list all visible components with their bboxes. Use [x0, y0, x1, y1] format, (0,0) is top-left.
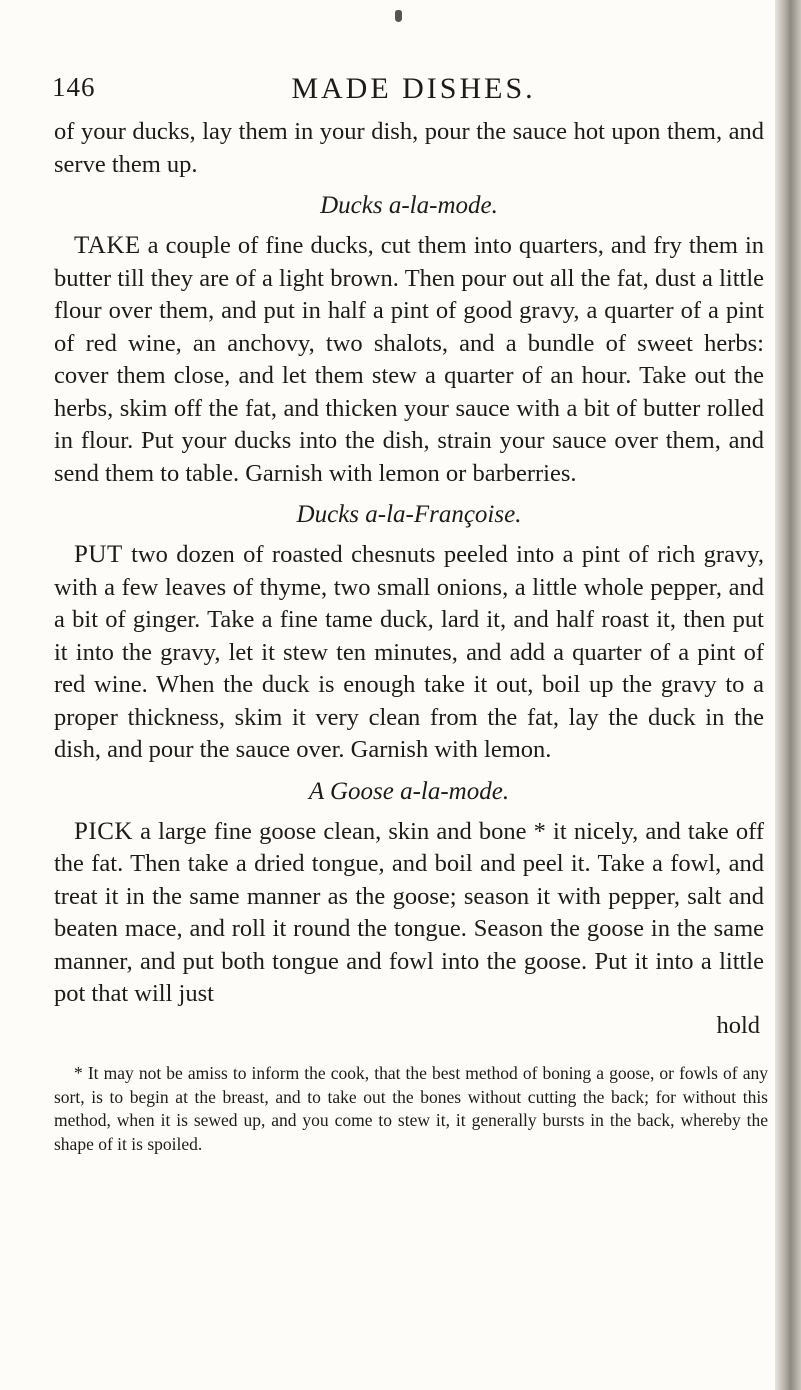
running-title: MADE DISHES. [291, 72, 536, 105]
recipe-paragraph-ducks-a-la-mode [54, 230, 764, 490]
recipe-heading-ducks-a-la-francoise: Ducks a-la-Françoise. [296, 501, 522, 528]
continuation-paragraph: of your ducks, lay them in your dish, pour the sauce hot upon them, and serve them up. [54, 118, 764, 178]
catchword: hold [716, 1011, 760, 1039]
lead-word: PUT [74, 541, 123, 568]
paragraph-text: a large fine goose clean, skin and bone * it nicely, and take off the fat. Then take a dried tongue, and boil and peel it. Take a fowl, and treat it in the same manner as the goose; season it with pepper, salt and beaten mace, and roll it round the tongue. Season the goose in the same manner, and put both tongue and fowl into the goose. Put it into a little pot that will just [54, 817, 764, 1007]
ink-speck [395, 10, 402, 22]
page-number: 146 [52, 72, 96, 102]
footnote: * It may not be amiss to inform the cook, that the best method of boning a goose, or fowls of any sort, is to begin at the breast, and to take out the bones without cutting the back; for without this method, when it is sewed up, and you come to stew it, it generally bursts in the back, whereby the shape of it is spoiled. [54, 1063, 768, 1154]
recipe-heading-goose-a-la-mode: A Goose a-la-mode. [308, 777, 510, 805]
lead-word: PICK [74, 817, 133, 845]
page-body [54, 116, 764, 1041]
paragraph-text: a couple of fine ducks, cut them into quarters, and fry them in butter till they are of a light brown. Then pour out all the fat, dust a little flour over them, and put in half a pint of good gravy, a quarter of a pint of red wine, an anchovy, two shalots, and a bundle of sweet herbs: cover them close, and let them stew a quarter of an hour. Take out the herbs, skim off the fat, and thicken your sauce with a bit of butter rolled in flour. Put your ducks into the dish, strain your sauce over them, and send them to table. Garnish with lemon or barberries. [54, 232, 764, 487]
page-header [52, 72, 761, 114]
recipe-paragraph-goose-a-la-mode [54, 816, 764, 1011]
paragraph-text: two dozen of roasted chesnuts peeled into a pint of rich gravy, with a few leaves of thyme, two small onions, a little whole pepper, and a bit of ginger. Take a fine tame duck, lard it, and half roast it, then put it into the gravy, let it stew ten minutes, and add a quarter of a pint of red wine. When the duck is enough take it out, boil up the gravy to a proper thickness, skim it very clean from the fat, lay the duck in the dish, and pour the sauce over. Garnish with lemon. [54, 541, 764, 763]
lead-word: TAKE [74, 232, 141, 259]
recipe-paragraph-ducks-a-la-francoise [54, 539, 764, 767]
page-edge-shadow [775, 0, 801, 1390]
recipe-heading-ducks-a-la-mode: Ducks a-la-mode. [320, 192, 498, 219]
